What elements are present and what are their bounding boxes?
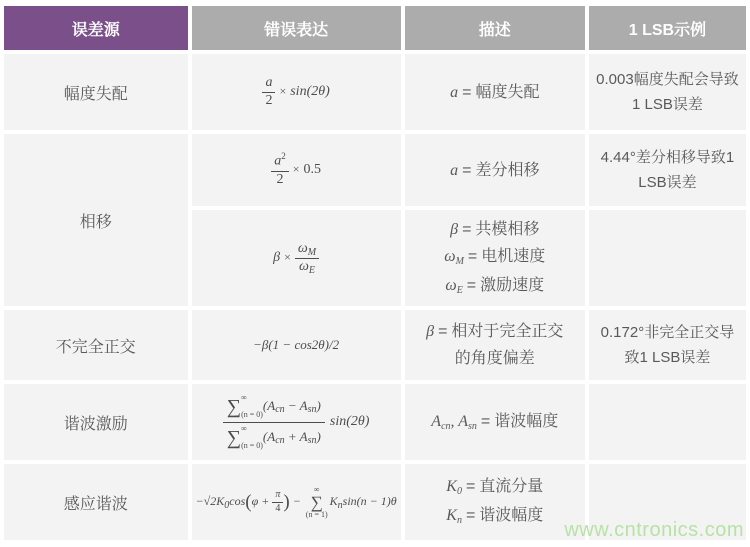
- desc-text: 差分相移: [475, 161, 540, 179]
- num-part: ): [316, 397, 321, 413]
- desc-line2: 的角度偏差: [454, 350, 535, 367]
- var-a: a: [274, 154, 282, 170]
- subscript-n: n: [456, 515, 462, 526]
- cell-amplitude-source: 幅度失配: [4, 54, 188, 130]
- sigma: ∑: [310, 492, 323, 512]
- subscript-n: n: [337, 499, 343, 511]
- desc-line: [431, 413, 558, 430]
- formula-phase-b: [273, 240, 319, 276]
- cell-quadrature-formula: [192, 310, 401, 380]
- frac-num: [271, 152, 289, 171]
- cell-phase-shift-source: 相移: [4, 134, 188, 306]
- equals-sign: =: [462, 83, 472, 101]
- row-phase-shift-a: [4, 134, 746, 206]
- cell-quadrature-desc: [405, 310, 585, 380]
- desc-var: [444, 248, 464, 265]
- subscript-m: M: [307, 246, 317, 258]
- example-line1: 0.172°非完全正交导: [600, 324, 735, 341]
- subscript-0: 0: [224, 499, 230, 511]
- subscript-0: 0: [456, 486, 462, 497]
- formula-quadrature: −β(1 − cos2θ)/2: [253, 337, 340, 352]
- desc-text: 谐波幅度: [479, 507, 544, 524]
- subscript-m: M: [455, 255, 464, 267]
- formula-phase-a: [271, 151, 321, 187]
- header-row: [4, 6, 746, 50]
- sigma: ∑: [226, 426, 242, 449]
- equals-sign: =: [462, 161, 472, 179]
- desc-line: [450, 84, 539, 101]
- equals-sign: =: [438, 323, 448, 340]
- formula-rest: sin(2θ): [290, 84, 330, 100]
- formula-amplitude: [262, 74, 330, 108]
- cos-argument: φ +: [251, 493, 273, 508]
- desc-text: 共模相移: [475, 220, 540, 238]
- cell-phase-a-formula: [192, 134, 401, 206]
- desc-var: a: [450, 161, 459, 179]
- infinity: ∞: [241, 423, 247, 433]
- header-lsb-example: 1 LSB示例: [589, 6, 746, 50]
- cell-phase-a-desc: [405, 134, 585, 206]
- var-omega: ω: [444, 247, 456, 265]
- equals-sign: =: [480, 412, 491, 430]
- frac-num: [295, 242, 319, 259]
- desc-text: 电机速度: [481, 247, 546, 265]
- cos-function: cos: [229, 493, 246, 508]
- desc-text: 相对于完全正交: [451, 323, 564, 340]
- desc-line3: [409, 272, 581, 301]
- equals-sign: =: [466, 276, 477, 294]
- desc-var: [445, 277, 462, 294]
- desc-text: 直流分量: [479, 478, 544, 495]
- header-error-expression: 错误表达: [192, 6, 401, 50]
- var-k: K: [446, 507, 457, 524]
- subscript-sn: sn: [307, 435, 317, 447]
- subscript-cn: cn: [441, 420, 451, 432]
- times-sign: ×: [279, 84, 287, 99]
- desc-var: a: [450, 83, 459, 101]
- minus-sign: −: [289, 493, 304, 508]
- var-omega: ω: [297, 240, 308, 256]
- header-description: 描述: [405, 6, 585, 50]
- cell-harmonic-desc: [405, 384, 585, 460]
- den-part: + A: [284, 428, 308, 444]
- pi: π: [272, 490, 283, 503]
- cell-quadrature-example: [589, 310, 746, 380]
- equals-sign: =: [465, 478, 476, 495]
- var-k: K: [446, 478, 457, 495]
- var-a: A: [431, 412, 442, 430]
- sum-limit: (n = 1): [305, 509, 328, 519]
- sum-limit: (n = 0): [241, 409, 263, 419]
- cell-amplitude-example: [589, 54, 746, 130]
- num-part: (A: [262, 397, 276, 413]
- formula-suffix: sin(2θ): [329, 414, 370, 430]
- frac-num: [223, 394, 325, 423]
- formula-harmonic: [223, 392, 370, 450]
- desc-var: β: [450, 220, 459, 238]
- sigma: ∑: [226, 395, 242, 418]
- cell-amplitude-desc: [405, 54, 585, 130]
- cell-quadrature-source: 不完全正交: [4, 310, 188, 380]
- frac-num: a: [262, 76, 275, 93]
- formula-rest: 0.5: [303, 162, 321, 178]
- var-a: , A: [450, 412, 468, 430]
- frac-den: [223, 423, 325, 451]
- row-amplitude-mismatch: [4, 54, 746, 130]
- var-beta: β: [273, 250, 281, 266]
- left-paren: (: [245, 491, 252, 512]
- frac-den: [295, 259, 319, 275]
- times-sign: ×: [284, 250, 291, 265]
- cell-phase-b-desc: [405, 210, 585, 306]
- cell-phase-a-example: [589, 134, 746, 206]
- desc-var: β: [426, 323, 435, 340]
- frac-den: 2: [265, 92, 273, 108]
- den-part: ): [316, 428, 321, 444]
- desc-line: [450, 162, 539, 179]
- four: 4: [275, 502, 281, 514]
- desc-var: [446, 478, 462, 495]
- cell-induced-formula: [192, 464, 401, 540]
- row-imperfect-quadrature: [4, 310, 746, 380]
- error-source-table: [0, 2, 750, 544]
- sum-symbol: [227, 425, 263, 451]
- example-line2: 致1 LSB误差: [624, 349, 711, 366]
- frac-den: 2: [276, 171, 284, 187]
- cell-harmonic-source: 谐波激励: [4, 384, 188, 460]
- var-k: K: [329, 493, 338, 508]
- desc-line2: [409, 502, 581, 531]
- row-harmonic-excitation: [4, 384, 746, 460]
- subscript-e: E: [308, 264, 315, 276]
- subscript-cn: cn: [275, 435, 285, 447]
- formula-post: sin(n − 1)θ: [342, 493, 397, 508]
- desc-line1: [409, 216, 581, 243]
- cell-phase-b-formula: [192, 210, 401, 306]
- den-part: (A: [262, 428, 276, 444]
- equals-sign: =: [465, 507, 476, 524]
- times-sign: ×: [292, 162, 300, 177]
- exponent: 2: [281, 151, 286, 162]
- sum-symbol: [306, 486, 328, 519]
- example-line2: LSB误差: [638, 174, 697, 191]
- var-omega: ω: [445, 276, 457, 294]
- desc-line2: [409, 243, 581, 272]
- subscript-sn: sn: [307, 404, 317, 416]
- cell-phase-b-example-empty: [589, 210, 746, 306]
- example-line2: 1 LSB误差: [632, 96, 703, 113]
- subscript-e: E: [456, 284, 463, 296]
- formula-induced: [195, 484, 397, 519]
- desc-var: [446, 507, 462, 524]
- cell-amplitude-formula: [192, 54, 401, 130]
- watermark: www.cntronics.com: [564, 519, 744, 541]
- equals-sign: =: [462, 220, 472, 238]
- sum-symbol: [227, 394, 263, 420]
- desc-text: 幅度失配: [475, 83, 540, 101]
- desc-line1: [409, 318, 581, 345]
- var-omega: ω: [298, 258, 309, 274]
- subscript-cn: cn: [275, 404, 285, 416]
- infinity: ∞: [241, 392, 247, 402]
- cell-harmonic-example-empty: [589, 384, 746, 460]
- right-paren: ): [283, 491, 290, 512]
- desc-var: [431, 413, 477, 430]
- example-line1: 0.003幅度失配会导致: [596, 71, 739, 88]
- cell-induced-desc: [405, 464, 585, 540]
- example-line1: 4.44°差分相移导致1: [600, 149, 735, 166]
- sum-limit: (n = 0): [241, 440, 263, 450]
- formula-pre: −√2K: [195, 493, 225, 508]
- desc-text: 激励速度: [480, 276, 545, 294]
- cell-induced-source: 感应谐波: [4, 464, 188, 540]
- infinity: ∞: [313, 484, 320, 494]
- desc-line1: [409, 473, 581, 502]
- num-part: − A: [284, 397, 308, 413]
- desc-text: 谐波幅度: [494, 412, 559, 430]
- cell-harmonic-formula: [192, 384, 401, 460]
- header-error-source: 误差源: [4, 6, 188, 50]
- subscript-sn: sn: [468, 420, 477, 432]
- equals-sign: =: [467, 247, 478, 265]
